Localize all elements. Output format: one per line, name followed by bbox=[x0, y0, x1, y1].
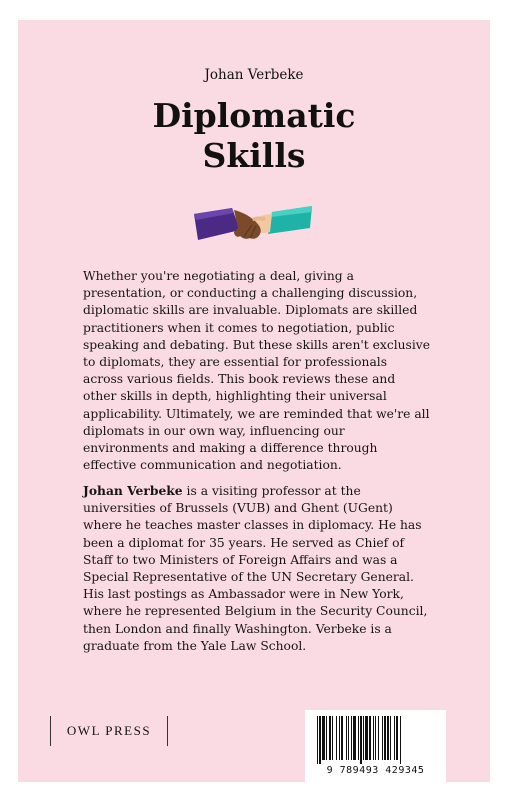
book-title bbox=[18, 96, 490, 176]
book-back-cover bbox=[18, 20, 490, 782]
isbn-number: 9 789493 429345 bbox=[326, 765, 425, 776]
title-line-1: Diplomatic bbox=[152, 96, 356, 135]
blurb-paragraph: Whether you're negotiating a deal, giving a presentation, or conducting a challenging discussion, diplomatic skills are invaluable. Diplomats are skilled practitioners when it comes to negotiation, public speaking and debating. But these skills aren't exclusive to diplomats, they are essential for professionals across various fields. This book reviews these and other skills in depth, highlighting their universal applicability. Ultimately, we are reminded that we're all diplomats in our own way, influencing our environments and making a difference through effective communication and negotiation. bbox=[83, 269, 431, 473]
publisher-logo: OWL PRESS bbox=[50, 716, 168, 746]
author-name: Johan Verbeke bbox=[204, 67, 304, 83]
isbn-barcode bbox=[305, 710, 446, 782]
barcode-icon bbox=[305, 710, 446, 766]
author-bio-paragraph bbox=[83, 482, 431, 655]
bio-text: is a visiting professor at the universities of Brussels (VUB) and Ghent (UGent) where he teaches master classes in diplomacy. He has been a diplomat for 35 years. He served as Chief of Staff to two Ministers of Foreign Affairs and was a Special Representative of the UN Secretary General. His last postings as Ambassador were in New York, where he represented Belgium in the Security Council, then London and finally Washington. Verbeke is a graduate from the Yale Law School. bbox=[83, 484, 428, 653]
bio-author-name: Johan Verbeke bbox=[83, 483, 183, 498]
title-line-2: Skills bbox=[202, 136, 306, 175]
handshake-icon bbox=[194, 200, 312, 250]
